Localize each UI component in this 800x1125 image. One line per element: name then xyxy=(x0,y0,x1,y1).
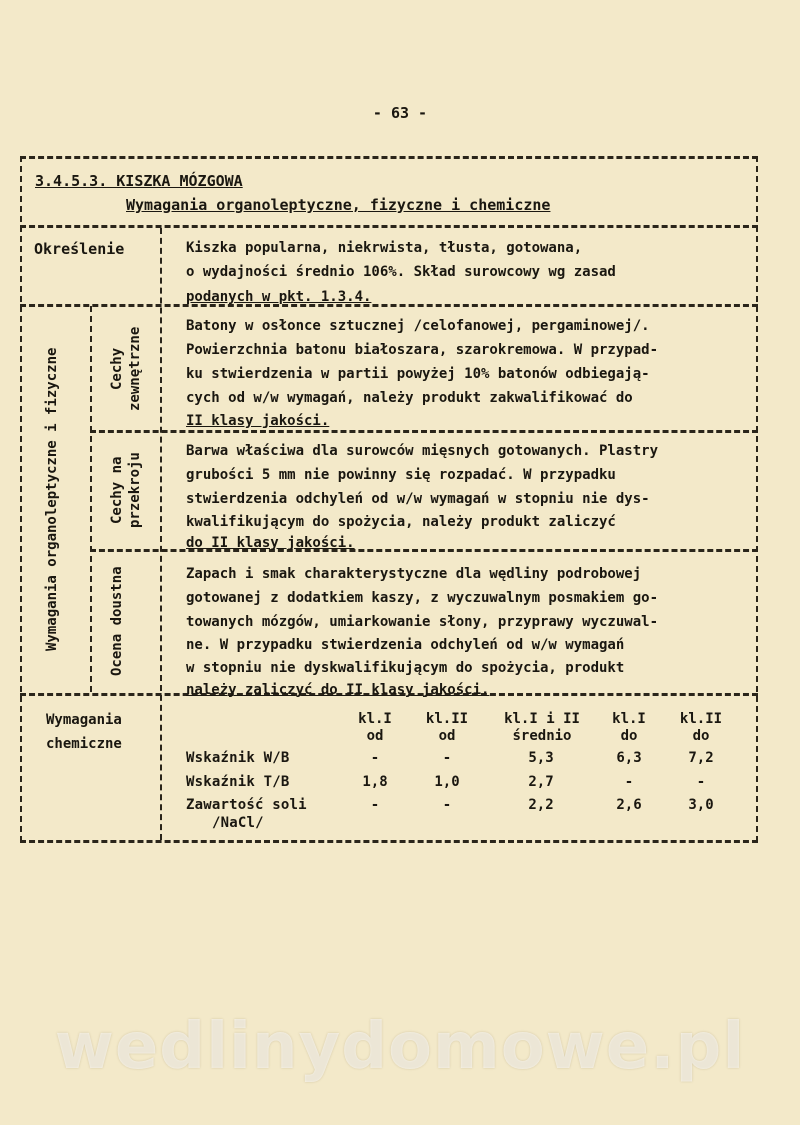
row-text-line: w stopniu nie dyskwalifikującym do spożycia, produkt xyxy=(186,660,625,676)
rule-definition xyxy=(20,304,758,307)
page-number: - 63 - xyxy=(372,104,428,122)
definition-line: o wydajności średnio 106%. Skład surowcowy wg zasad xyxy=(186,264,616,280)
definition-line: podanych w pkt. 1.3.4. xyxy=(186,289,372,305)
definition-line: Kiszka popularna, niekrwista, tłusta, gotowana, xyxy=(186,240,583,256)
chemical-value: 6,3 xyxy=(616,750,642,766)
chemical-value: 7,2 xyxy=(688,750,714,766)
border-left xyxy=(20,156,22,842)
chemical-value: 3,0 xyxy=(688,797,714,813)
divider-label-column xyxy=(160,228,162,840)
row-text-line: cych od w/w wymagań, należy produkt zakwalifikować do xyxy=(186,390,633,406)
row-text-line: Barwa właściwa dla surowców mięsnych gotowanych. Plastry xyxy=(186,443,659,459)
section-heading: 3.4.5.3. KISZKA MÓZGOWA xyxy=(35,172,243,190)
definition-label: Określenie xyxy=(34,240,125,258)
border-right xyxy=(756,156,758,842)
row-text-line: stwierdzenia odchyleń od w/w wymagań w stopniu nie dys- xyxy=(186,491,650,507)
rule-bottom xyxy=(20,840,758,843)
chemical-value: 2,6 xyxy=(616,797,642,813)
row-text-line: Batony w osłonce sztucznej /celofanowej, pergaminowej/. xyxy=(186,318,650,334)
rule-top xyxy=(20,156,758,159)
chemical-value: 1,0 xyxy=(434,774,460,790)
row-label-cross-section: Cechy na przekroju xyxy=(109,452,143,528)
chemical-value: - xyxy=(370,750,380,766)
chemical-row-name: Zawartość soli xyxy=(186,797,307,813)
organoleptic-label: Wymagania organoleptyczne i fizyczne xyxy=(44,347,60,651)
row-text-line: kwalifikującym do spożycia, należy produkt zaliczyć xyxy=(186,514,616,530)
column-header: do xyxy=(620,728,638,744)
column-header: od xyxy=(366,728,384,744)
rule-section xyxy=(20,225,758,228)
chemical-value: 2,7 xyxy=(528,774,554,790)
row-text-line: towanych mózgów, umiarkowanie słony, przyprawy wyczuwal- xyxy=(186,614,659,630)
column-header: do xyxy=(692,728,710,744)
row-text-line: Powierzchnia batonu białoszara, szarokremowa. W przypad- xyxy=(186,342,659,358)
chemical-row-name: Wskaźnik T/B xyxy=(186,774,290,790)
row-text-line: ku stwierdzenia w partii powyżej 10% batonów odbiegają- xyxy=(186,366,650,382)
column-header: kl.II xyxy=(425,711,469,727)
chemical-label: chemiczne xyxy=(46,736,122,752)
column-header: średnio xyxy=(512,728,572,744)
chemical-label: Wymagania xyxy=(46,712,122,728)
chemical-row-name: /NaCl/ xyxy=(212,815,264,831)
chemical-value: - xyxy=(442,750,452,766)
row-text-line: gotowanej z dodatkiem kaszy, z wyczuwalnym posmakiem go- xyxy=(186,590,659,606)
watermark: wedlinydomowe.pl xyxy=(54,1010,746,1084)
chemical-value: - xyxy=(442,797,452,813)
column-header: od xyxy=(438,728,456,744)
row-text-line: należy zaliczyć do II klasy jakości. xyxy=(186,682,490,698)
chemical-value: 1,8 xyxy=(362,774,388,790)
rule-row1 xyxy=(90,430,758,433)
row-label-oral: Ocena doustna xyxy=(109,566,125,676)
row-text-line: do II klasy jakości. xyxy=(186,535,355,551)
chemical-row-name: Wskaźnik W/B xyxy=(186,750,290,766)
row-text-line: Zapach i smak charakterystyczne dla wędliny podrobowej xyxy=(186,566,642,582)
section-subheading: Wymagania organoleptyczne, fizyczne i chemiczne xyxy=(126,196,551,214)
divider-organoleptic xyxy=(90,306,92,692)
column-header: kl.II xyxy=(679,711,723,727)
column-header: kl.I xyxy=(358,711,392,727)
row-text-line: ne. W przypadku stwierdzenia odchyleń od w/w wymagań xyxy=(186,637,625,653)
chemical-value: - xyxy=(624,774,634,790)
chemical-value: 5,3 xyxy=(528,750,554,766)
column-header: kl.I xyxy=(612,711,646,727)
chemical-value: - xyxy=(370,797,380,813)
row-text-line: II klasy jakości. xyxy=(186,413,330,429)
chemical-value: - xyxy=(696,774,706,790)
chemical-value: 2,2 xyxy=(528,797,554,813)
column-header: kl.I i II xyxy=(504,711,580,727)
row-label-external: Cechy zewnętrzne xyxy=(109,326,143,412)
row-text-line: grubości 5 mm nie powinny się rozpadać. W przypadku xyxy=(186,467,616,483)
